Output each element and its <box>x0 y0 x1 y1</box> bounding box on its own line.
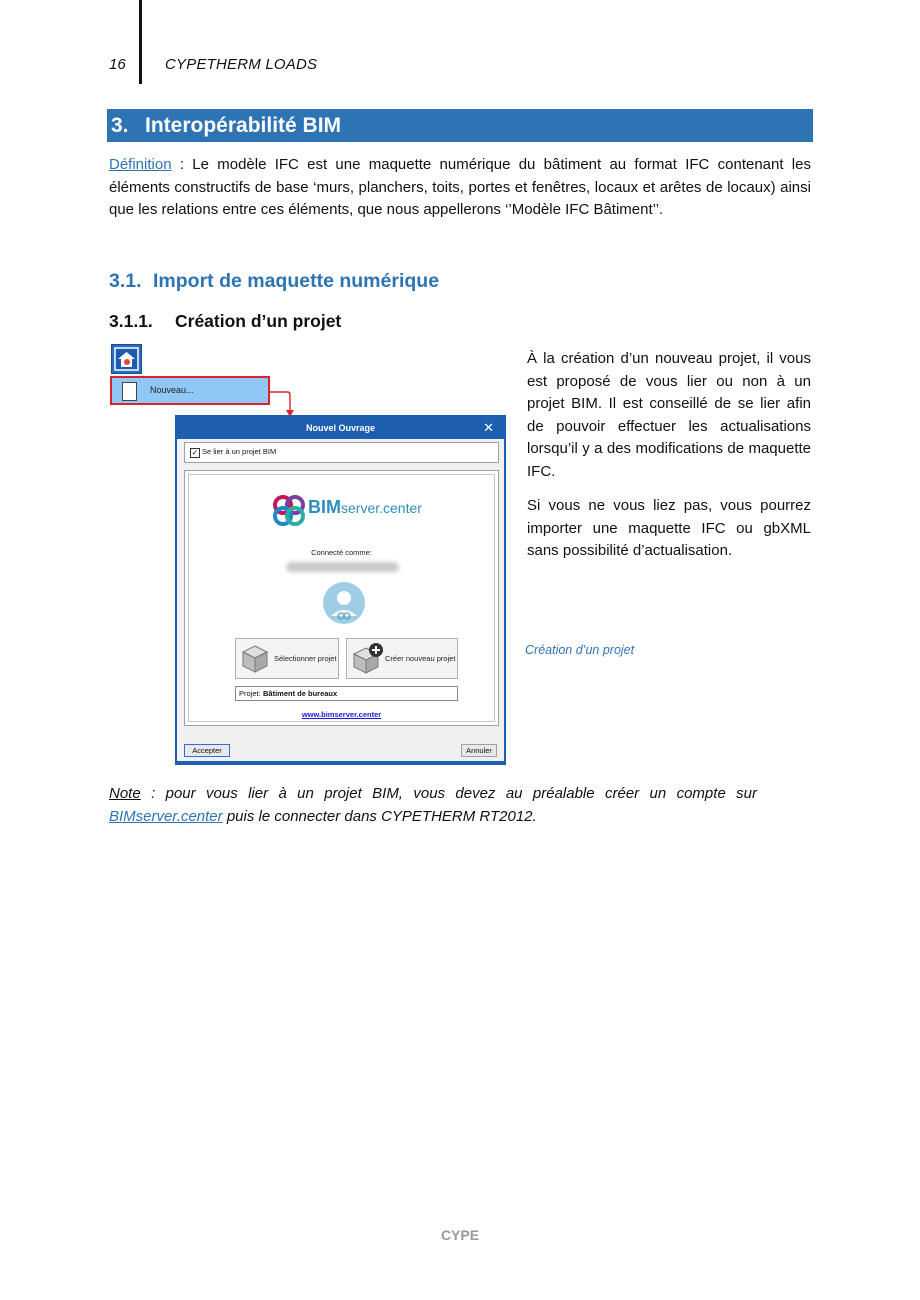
subsubsection-title: Création d’un projet <box>175 311 342 331</box>
section-heading <box>107 109 813 142</box>
create-project-button[interactable] <box>346 638 458 679</box>
arrow-connector <box>270 388 296 418</box>
footer: CYPE <box>440 1227 480 1243</box>
new-project-dialog <box>175 415 506 765</box>
description-paragraph-1: À la création d’un nouveau projet, il vous est proposé de vous lier ou non à un projet BIM. Il est conseillé de se lier afin de pouvoir effectuer les actualisations lorsqu’il y a des modifications de maquette IFC. <box>527 350 811 480</box>
menu-item-label: Nouveau... <box>150 385 194 395</box>
bimserver-link[interactable]: BIMserver.center <box>109 807 223 825</box>
dialog-titlebar <box>177 417 504 439</box>
doc-title: CYPETHERM LOADS <box>165 56 318 73</box>
description-column <box>527 348 811 575</box>
logo-bold: BIM <box>308 497 341 517</box>
description-paragraph-2: Si vous ne vous liez pas, vous pourrez importer une maquette IFC ou gbXML sans possibilité d’actualisation. <box>527 497 811 559</box>
cancel-button[interactable]: Annuler <box>461 744 497 757</box>
header-rule <box>139 0 142 84</box>
document-icon <box>122 382 137 401</box>
definition-text: : Le modèle IFC est une maquette numérique du bâtiment au format IFC contenant les éléments constructifs de base ‘murs, planchers, toits, portes et fenêtres, locaux et arêtes de locaux) ainsi que les relations entre ces éléments, que nous appellerons ‘’Modèle IFC Bâtiment’’. <box>109 156 811 218</box>
cube-plus-icon <box>352 642 384 675</box>
page-number: 16 <box>109 56 126 73</box>
logo-rest: server.center <box>341 500 422 516</box>
bim-panel-inner <box>188 474 495 722</box>
note-paragraph <box>109 783 757 828</box>
close-icon[interactable]: ✕ <box>483 420 494 435</box>
project-label: Projet: <box>239 689 261 698</box>
subsection-heading <box>109 270 439 293</box>
cube-icon <box>241 644 269 674</box>
note-text-before: : pour vous lier à un projet BIM, vous devez au préalable créer un compte sur <box>140 785 757 802</box>
create-project-label: Créer nouveau projet <box>385 654 456 663</box>
app-house-icon[interactable] <box>111 344 142 374</box>
subsection-number: 3.1. <box>109 270 142 292</box>
figure-caption: Création d’un projet <box>525 643 635 657</box>
select-project-button[interactable] <box>235 638 339 679</box>
project-field[interactable] <box>235 686 458 701</box>
definition-link[interactable]: Définition <box>109 156 172 173</box>
bimserver-logo-text <box>308 497 422 518</box>
project-value: Bâtiment de bureaux <box>263 689 338 698</box>
bim-link-checkbox[interactable]: ✓ <box>191 448 199 457</box>
subsubsection-number: 3.1.1. <box>109 311 153 331</box>
subsubsection-heading <box>109 311 341 332</box>
section-number: 3. <box>111 114 129 137</box>
bim-link-option <box>184 442 499 463</box>
note-text-after: puis le connecter dans CYPETHERM RT2012. <box>222 807 537 825</box>
note-label: Note <box>109 785 141 802</box>
bimserver-website-link[interactable]: www.bimserver.center <box>301 710 382 719</box>
bimserver-logo-icon <box>271 493 307 527</box>
accept-button[interactable]: Accepter <box>184 744 230 757</box>
dialog-title: Nouvel Ouvrage <box>305 423 376 433</box>
section-title: Interopérabilité BIM <box>145 114 342 137</box>
connected-as-label: Connecté comme: <box>311 548 372 557</box>
bim-panel <box>184 470 499 726</box>
blurred-username <box>286 562 399 572</box>
select-project-label: Sélectionner projet <box>274 654 337 663</box>
definition-paragraph <box>109 154 811 222</box>
avatar-icon <box>323 582 365 624</box>
checkbox-label: Se lier à un projet BIM <box>202 447 277 456</box>
menu-item-new[interactable] <box>110 376 270 405</box>
subsection-title: Import de maquette numérique <box>153 270 440 292</box>
dialog-body <box>177 439 504 761</box>
